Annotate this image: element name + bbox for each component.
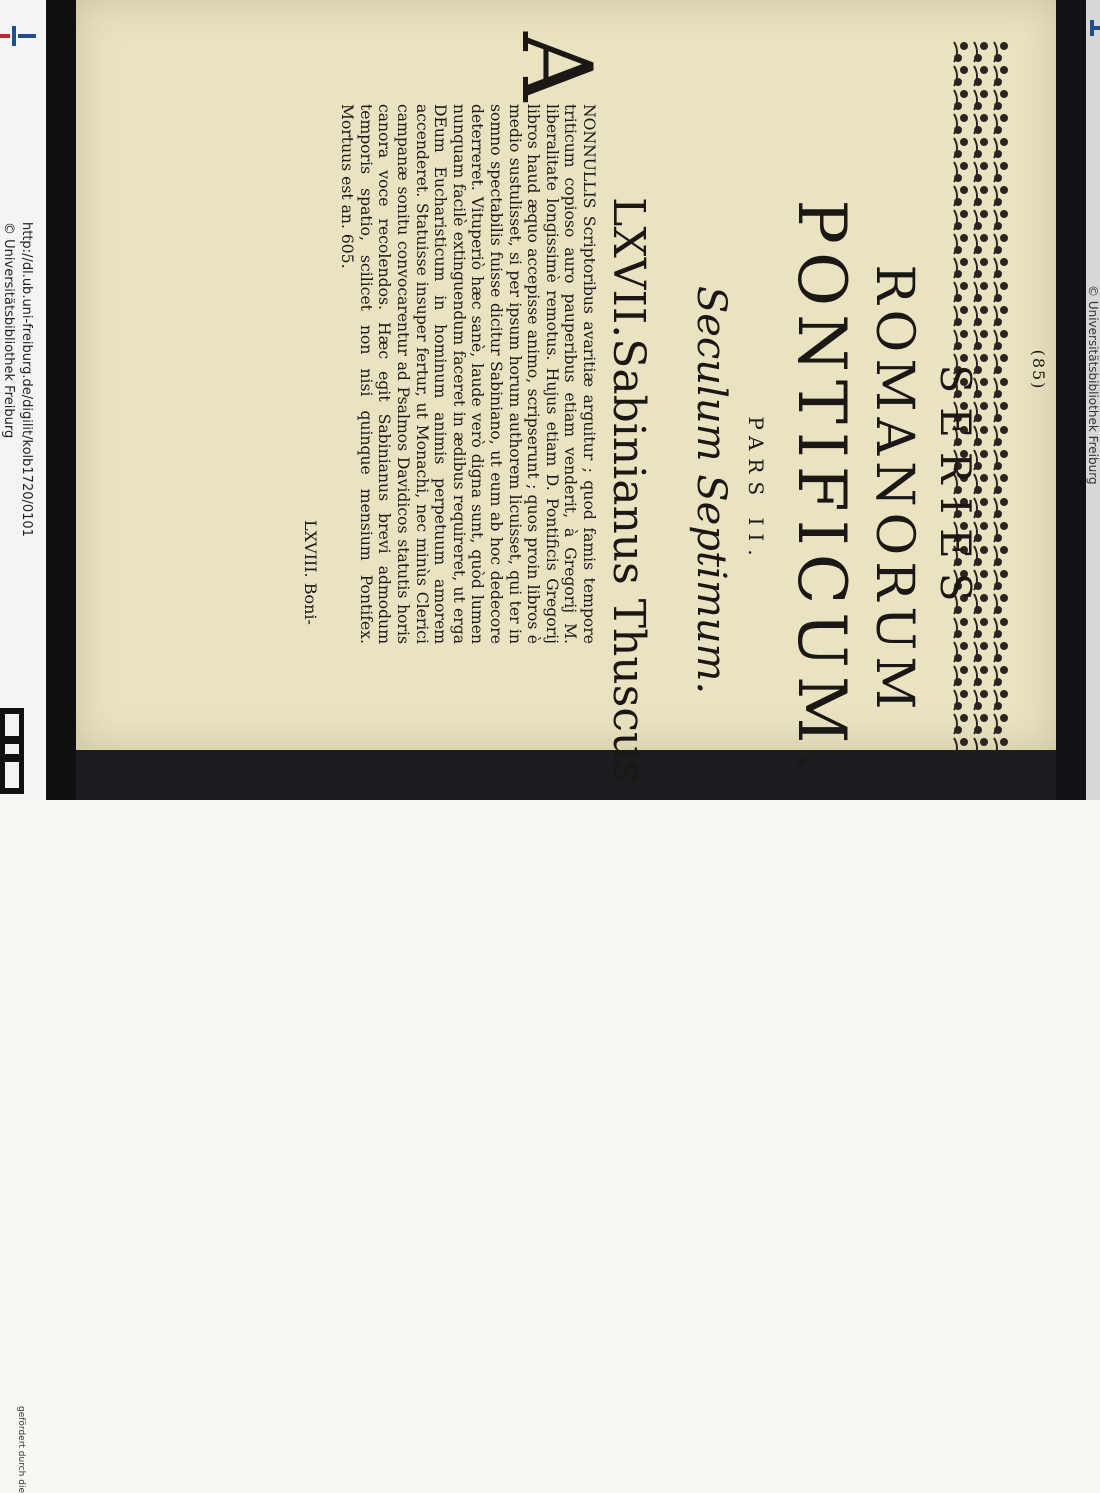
dfg-logo [0, 700, 46, 1493]
page-folio: (85) [1029, 349, 1048, 391]
title-seculum: Seculum Septimum. [688, 285, 734, 695]
catchword: LXVIII. Boni- [301, 520, 320, 625]
right-copyright: © Universitätsbibliothek Freiburg [1086, 285, 1100, 485]
library-logo-icon [0, 24, 40, 48]
page-edge [1056, 0, 1088, 800]
funded-by-label: gefördert durch die [16, 1406, 26, 1493]
library-mark-icon [1086, 18, 1100, 38]
viewer-sidebar [0, 0, 46, 1493]
body-paragraph: NONNULLIS Scriptoribus avaritiæ arguitur ; quod famis tempore triticum copioso auro pauperibus etiam venderit, à Gregorij M. liberalitate longissimè remotus. Hujus etiam D. Pontificis Gregorij libros haud æquo accepisse animo, scripserunt ; quos proin libros è medio sustulisset, si per ipsum horum authorem licuisset, qui ter in somno spectabilis fuisse dicitur Sabiniano, ut eum ab hoc dedecore deterreret. Vituperiò hæc sanè, laude verò digna sunt, quòd lumen nunquam facilè extinguendum faceret in ædibus requireret, ut erga DEum Eucharisticum in hominum animis perpetuum amorem accenderet. Statuisse insuper fertur, ut Monachi, nec minùs Clerici campanæ sonitu convocarentur ad Psalmos Davidicos statutis horis canora voce recolendos. Hæc egit Sabinianus brevi admodum temporis spatio, scilicet non nisi quinque mensium Pontifex. Mortuus est an. 605. [338, 104, 598, 644]
body-text [338, 104, 598, 644]
title-series: SERIES [931, 364, 980, 616]
drop-cap: A [500, 32, 612, 102]
section-heading: LXVII.Sabinianus Thuscus [603, 197, 654, 783]
page-content [70, 32, 1048, 783]
title-romanorum: ROMANORUM [864, 264, 924, 716]
source-url-label [1, 222, 36, 582]
sidebar-copyright: © Universitätsbibliothek Freiburg [1, 222, 16, 439]
title-pars: PARS II. [744, 416, 768, 564]
dfg-logo-icon [0, 700, 46, 800]
source-url[interactable]: http://dl.ub.uni-freiburg.de/digilit/kolb1720/0101 [19, 222, 34, 537]
title-pontificum: PONTIFICUM. [783, 199, 860, 781]
